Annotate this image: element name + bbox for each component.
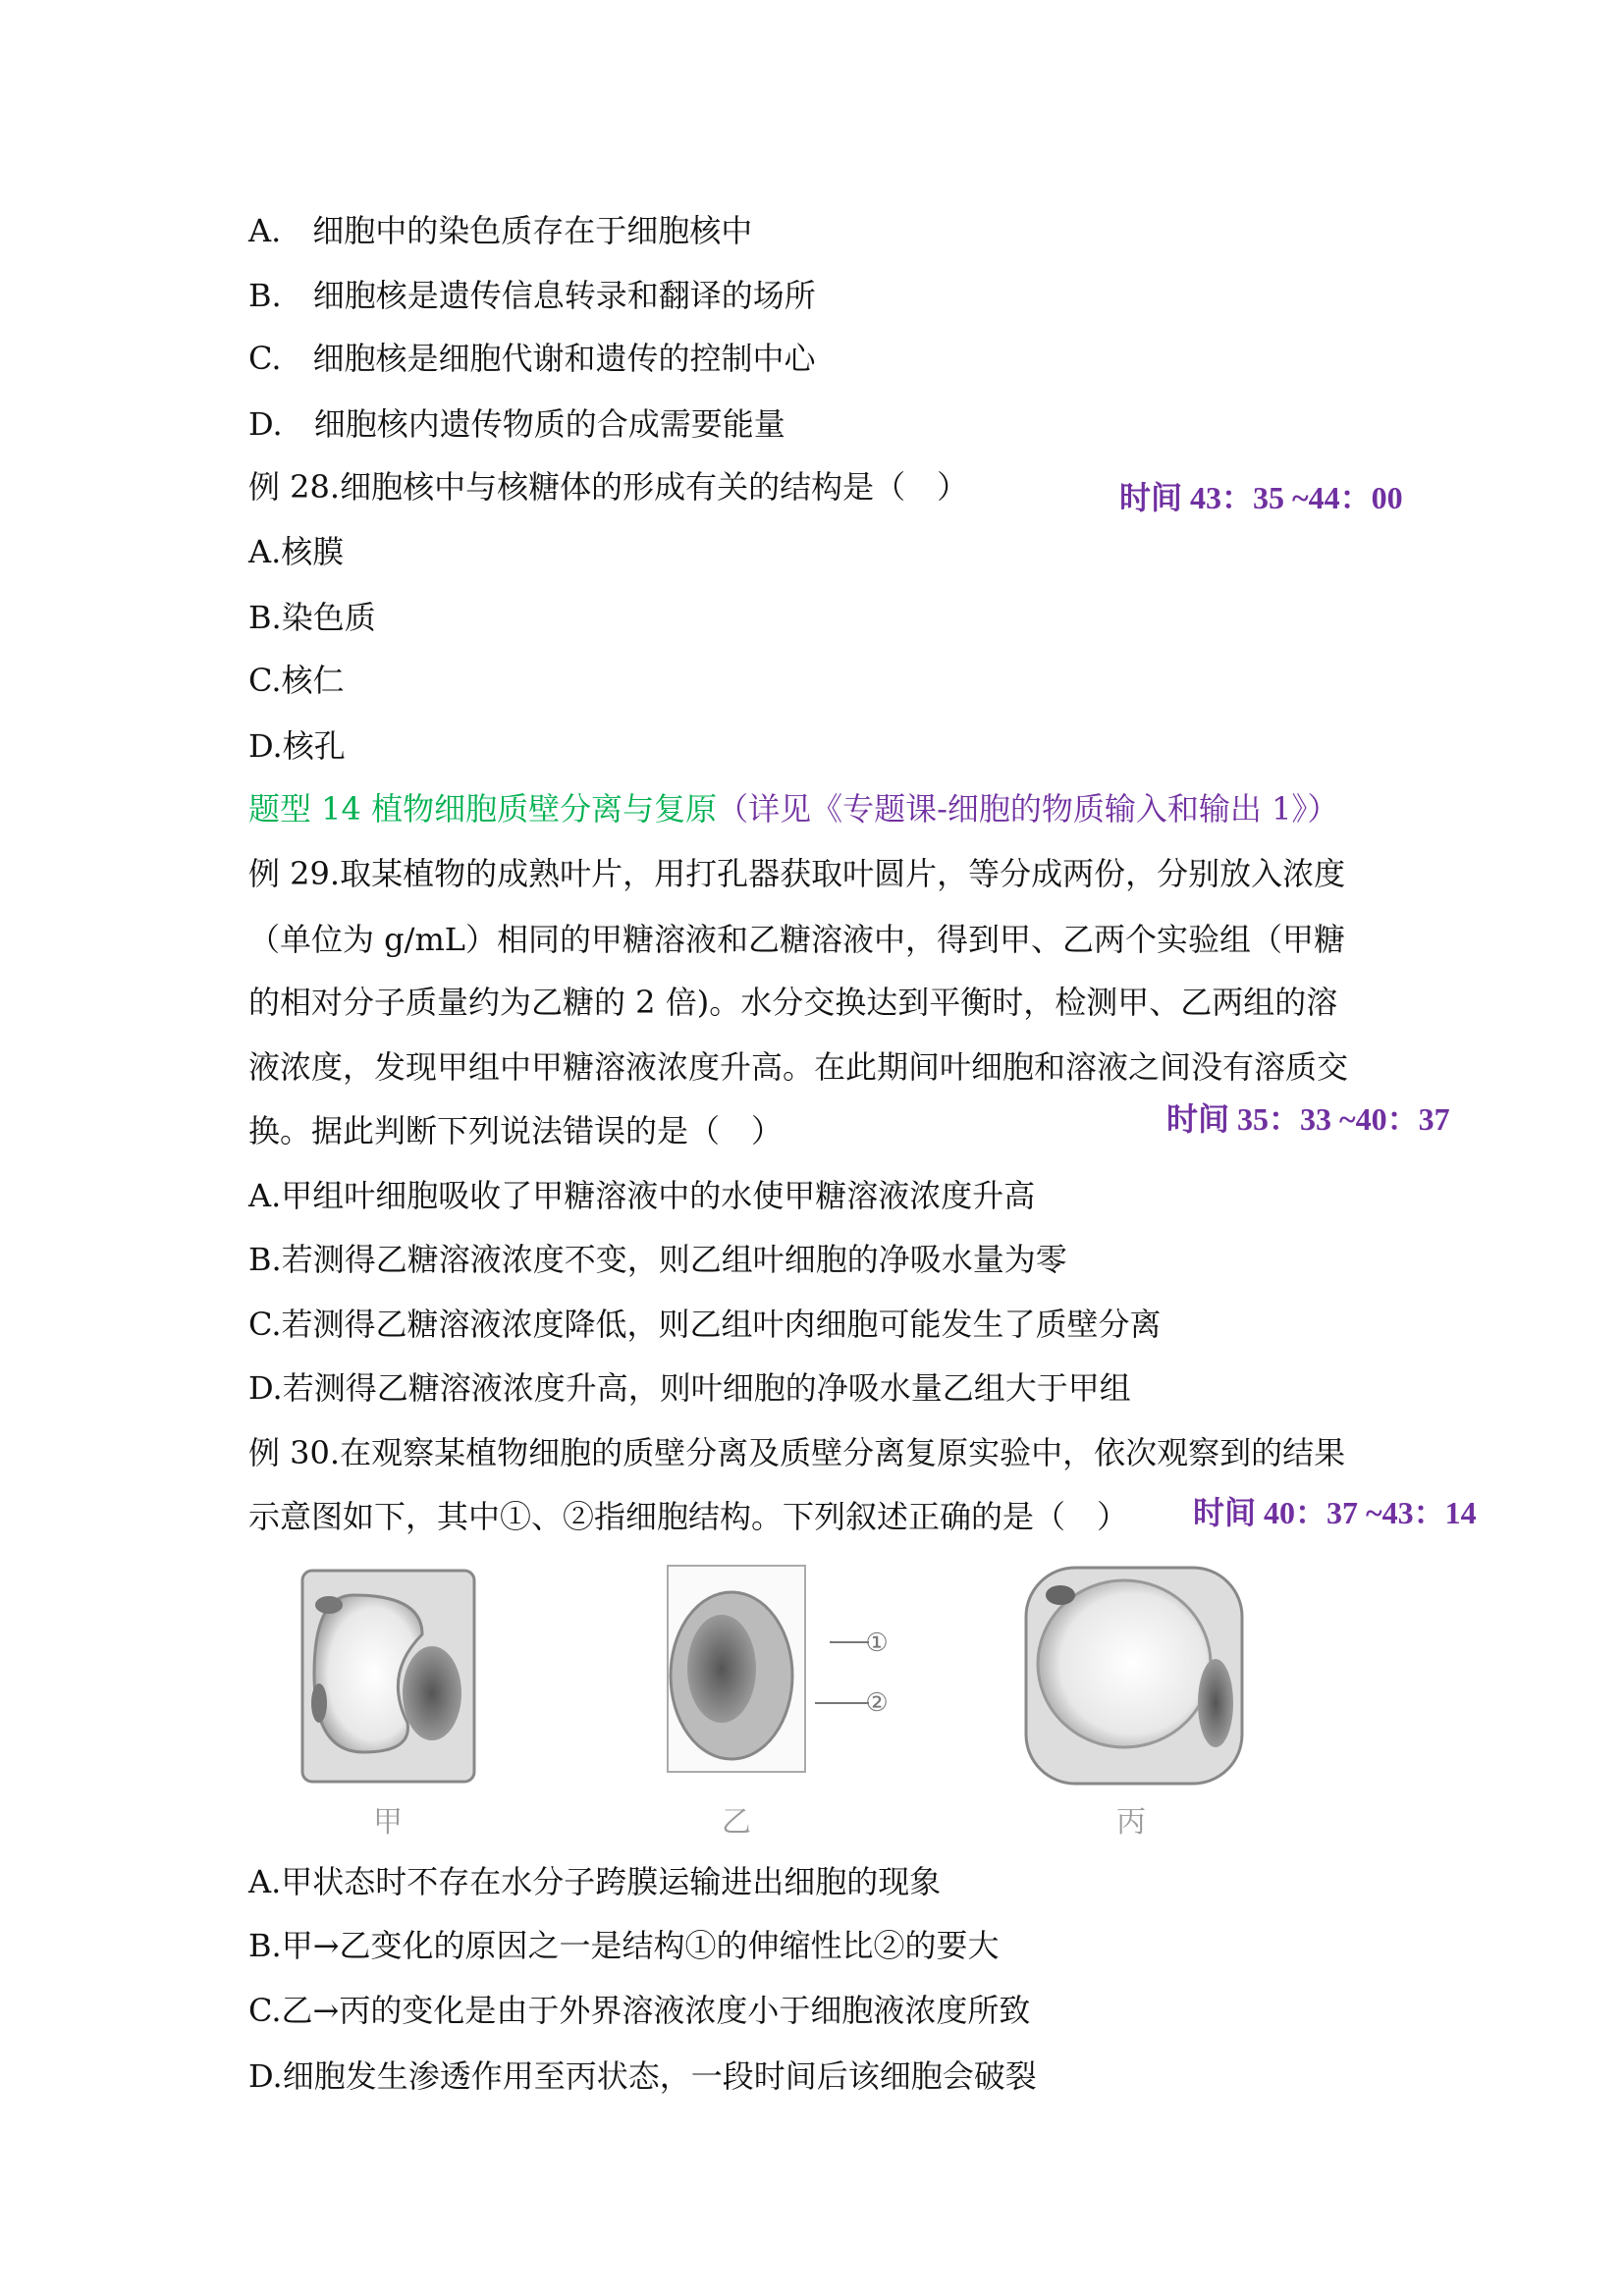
caption-jia: 甲 (373, 1805, 403, 1840)
time-label: 时间 35：33 ~40：37 (1166, 1101, 1450, 1137)
option-b: B. 细胞核是遗传信息转录和翻译的场所 (248, 277, 816, 314)
option-d: D.若测得乙糖溶液浓度升高，则叶细胞的净吸水量乙组大于甲组 (248, 1369, 1131, 1407)
stem-line: 例 30.在观察某植物细胞的质壁分离及质壁分离复原实验中，依次观察到的结果 (248, 1434, 1346, 1471)
stem-line: 示意图如下，其中①、②指细胞结构。下列叙述正确的是（ ） (248, 1498, 1129, 1535)
time-label: 时间 40：37 ~43：14 (1193, 1495, 1477, 1530)
option-a: A.甲组叶细胞吸收了甲糖溶液中的水使甲糖溶液浓度升高 (248, 1177, 1036, 1214)
section-reference: （详见《专题课-细胞的物质输入和输出 1》） (717, 790, 1339, 828)
caption-bing: 丙 (1116, 1805, 1146, 1840)
option-d: D.核孔 (248, 727, 346, 765)
option-d: D.细胞发生渗透作用至丙状态，一段时间后该细胞会破裂 (248, 2057, 1037, 2095)
marker-1: ① (865, 1629, 889, 1658)
stem-line: 的相对分子质量约为乙糖的 2 倍)。水分交换达到平衡时，检测甲、乙两组的溶 (248, 984, 1338, 1021)
option-a: A.核膜 (248, 533, 345, 570)
option-b: B.若测得乙糖溶液浓度不变，则乙组叶细胞的净吸水量为零 (248, 1241, 1067, 1278)
option-b: B.甲→乙变化的原因之一是结构①的伸缩性比②的要大 (248, 1927, 1000, 1964)
time-label: 时间 43：35 ~44：00 (1119, 480, 1403, 515)
option-c: C.核仁 (248, 662, 345, 699)
section-title: 题型 14 植物细胞质壁分离与复原 (248, 790, 718, 828)
option-c: C. 细胞核是细胞代谢和遗传的控制中心 (248, 340, 816, 377)
option-b: B.染色质 (248, 599, 376, 636)
section-heading (248, 789, 1338, 828)
cell-jia (302, 1571, 474, 1782)
marker-2: ② (865, 1688, 889, 1718)
stem-line: 例 29.取某植物的成熟叶片，用打孔器获取叶圆片，等分成两份，分别放入浓度 (248, 855, 1346, 892)
question-stem: 例 28.细胞核中与核糖体的形成有关的结构是（ ） (248, 468, 969, 506)
cell-bing (1026, 1568, 1242, 1784)
stem-line: 液浓度，发现甲组中甲糖溶液浓度升高。在此期间叶细胞和溶液之间没有溶质交 (248, 1048, 1349, 1086)
option-d: D. 细胞核内遗传物质的合成需要能量 (248, 405, 785, 443)
stem-line: （单位为 g/mL）相同的甲糖溶液和乙糖溶液中，得到甲、乙两个实验组（甲糖 (248, 921, 1346, 958)
option-a: A.甲状态时不存在水分子跨膜运输进出细胞的现象 (248, 1863, 942, 1900)
stem-line: 换。据此判断下列说法错误的是（ ） (248, 1112, 784, 1149)
caption-yi: 乙 (722, 1805, 751, 1840)
cell-yi (668, 1566, 869, 1772)
option-c: C.乙→丙的变化是由于外界溶液浓度小于细胞液浓度所致 (248, 1992, 1031, 2029)
option-a: A. 细胞中的染色质存在于细胞核中 (248, 212, 753, 249)
option-c: C.若测得乙糖溶液浓度降低，则乙组叶肉细胞可能发生了质壁分离 (248, 1306, 1162, 1343)
plasmolysis-figure (285, 1556, 1267, 1850)
